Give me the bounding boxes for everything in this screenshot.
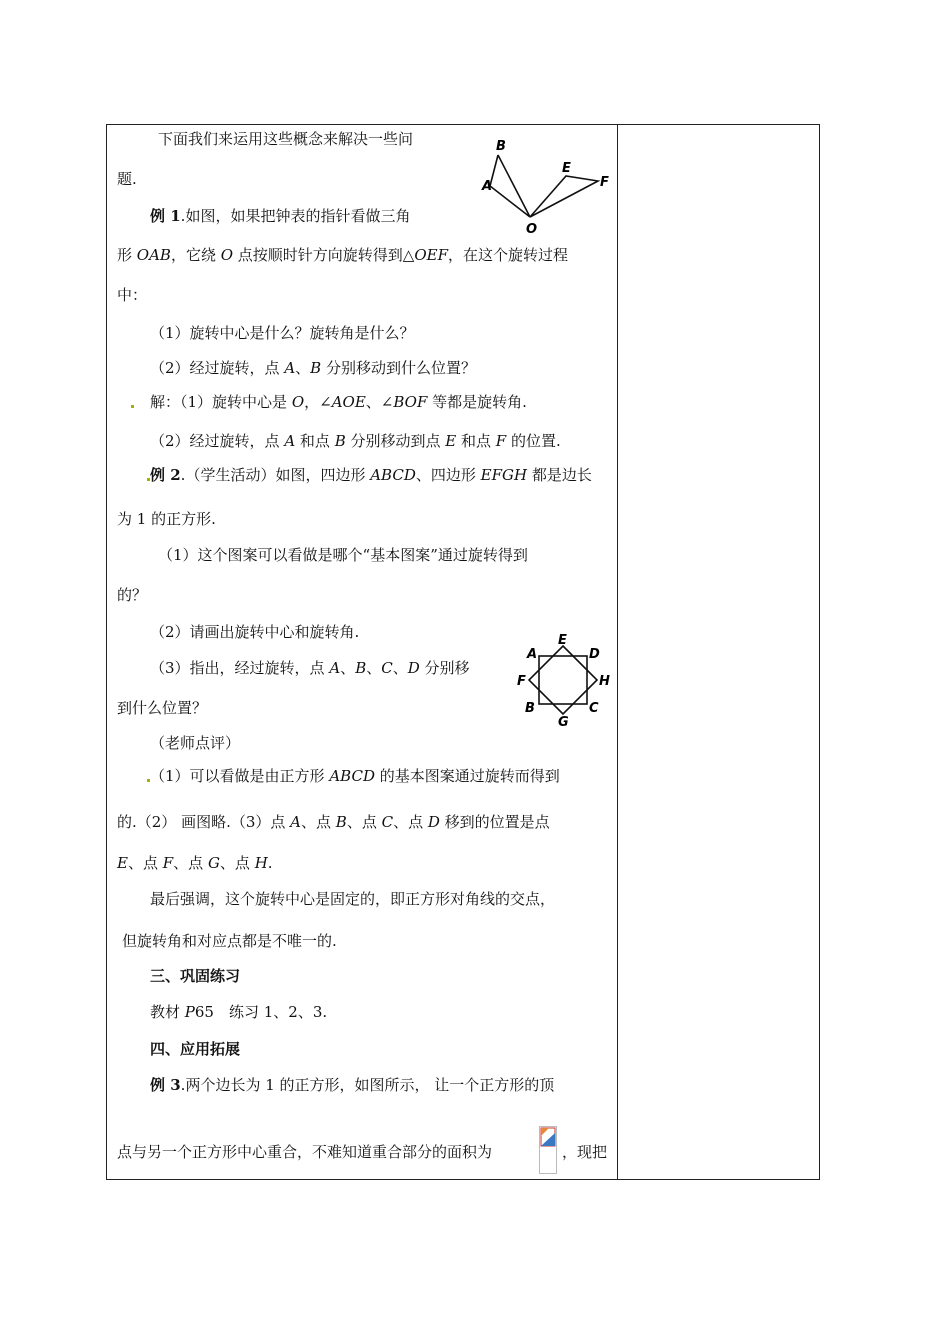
solution-2: （2）经过旋转，点 A 和点 B 分别移动到点 E 和点 F 的位置. <box>150 432 561 450</box>
label-a: A <box>482 179 493 194</box>
question-1: （1）旋转中心是什么？旋转角是什么？ <box>150 324 415 342</box>
text-line: 题. <box>117 170 137 188</box>
label-d: D <box>589 647 600 662</box>
label-h: H <box>599 674 610 689</box>
section-heading-practice: 三、巩固练习 <box>150 967 241 985</box>
answer-2: 的.（2） 画图略.（3）点 A、点 B、点 C、点 D 移到的位置是点 <box>117 813 550 831</box>
emphasis-1: 最后强调，这个旋转中心是固定的，即正方形对角线的交点， <box>150 890 556 908</box>
marker-dot <box>131 405 134 408</box>
answer-3: E、点 F、点 G、点 H. <box>117 854 273 872</box>
homework-line: 教材 P65 练习 1、2、3. <box>150 1003 328 1021</box>
label-o: O <box>526 222 538 236</box>
label-b: B <box>525 701 535 716</box>
example-1: 例 1.如图，如果把钟表的指针看做三角 <box>150 207 411 225</box>
text-line: 为 1 的正方形. <box>117 510 216 528</box>
teacher-comment: （老师点评） <box>150 734 241 752</box>
triangle-oab <box>490 155 530 217</box>
label-f: F <box>517 674 526 689</box>
text-line: 到什么位置？ <box>117 699 208 717</box>
label-g: G <box>558 715 569 730</box>
formula-image <box>539 1126 557 1174</box>
example-2: 例 2.（学生活动）如图，四边形 ABCD、四边形 EFGH 都是边长 <box>150 466 592 484</box>
emphasis-2: 但旋转角和对应点都是不唯一的. <box>122 932 337 950</box>
text-line: 点与另一个正方形中心重合，不难知道重合部分的面积为 <box>117 1143 493 1161</box>
figure-two-squares <box>513 630 613 730</box>
triangle-oef <box>530 176 598 217</box>
label-b: B <box>496 139 506 154</box>
solution-1: 解：（1）旋转中心是 O，∠AOE、∠BOF 等都是旋转角. <box>150 393 527 411</box>
question-2: （2）经过旋转，点 A、B 分别移动到什么位置？ <box>150 359 476 377</box>
prompt-3: （3）指出，经过旋转，点 A、B、C、D 分别移 <box>150 659 470 677</box>
text-line: 下面我们来运用这些概念来解决一些问 <box>158 130 414 148</box>
text-line: ，现把 <box>562 1143 608 1161</box>
label-f: F <box>600 175 609 190</box>
label-a: A <box>527 647 538 662</box>
figure-clock-hands <box>476 134 616 236</box>
text-line: 的？ <box>117 586 148 604</box>
text-line: 中： <box>117 286 148 304</box>
example-3: 例 3.两个边长为 1 的正方形，如图所示， 让一个正方形的顶 <box>150 1076 555 1094</box>
column-divider <box>617 124 618 1180</box>
prompt-1: （1）这个图案可以看做是哪个“基本图案”通过旋转得到 <box>158 546 528 564</box>
label-c: C <box>589 701 599 716</box>
text-line: 形 OAB，它绕 O 点按顺时针方向旋转得到△OEF，在这个旋转过程 <box>117 246 569 264</box>
formula-image-icon <box>540 1127 556 1147</box>
prompt-2: （2）请画出旋转中心和旋转角. <box>150 623 360 641</box>
answer-1: （1）可以看做是由正方形 ABCD 的基本图案通过旋转而得到 <box>150 767 560 785</box>
section-heading-extension: 四、应用拓展 <box>150 1040 241 1058</box>
label-e: E <box>562 161 571 176</box>
example-label: 例 1 <box>150 207 181 225</box>
label-e: E <box>558 633 567 648</box>
